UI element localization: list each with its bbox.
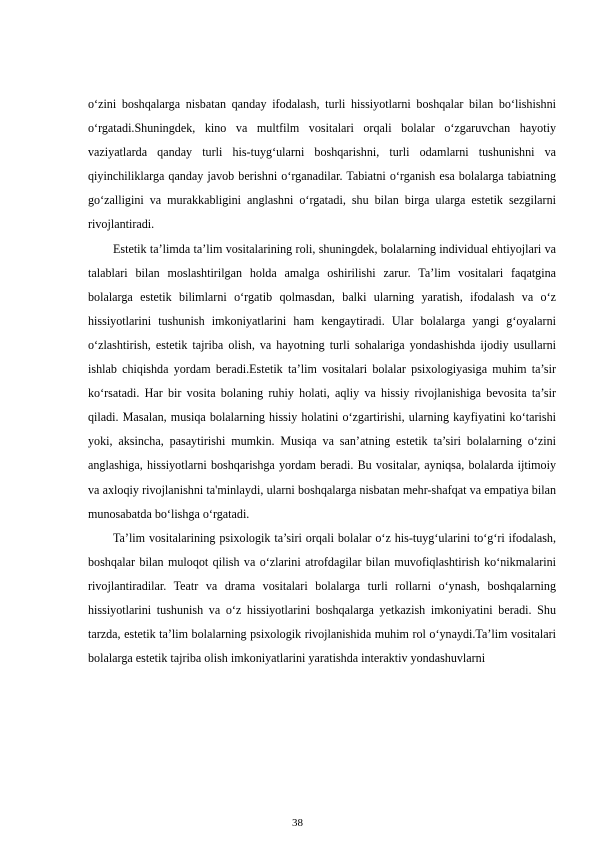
page-number: 38 bbox=[292, 817, 303, 829]
paragraph-1: o‘zini boshqalarga nisbatan qanday ifodalash, turli hissiyotlarni boshqalar bilan bo‘lishishni o‘rgatadi.Shuningdek, kino va multfilm vositalari orqali bolalar o‘zgaruvchan hayotiy vaziyatlarda qanday turli his-tuyg‘ularni boshqarishni, turli odamlarni tushunishni va qiyinchiliklarga qanday javob berishni o‘rganadilar. Tabiatni o‘rganish esa bolalarga tabiatning go‘zalligini va murakkabligini anglashni o‘rgatadi, shu bilan birga ularga estetik sezgilarni rivojlantiradi. bbox=[88, 97, 556, 232]
paragraph-3: Ta’lim vositalarining psixologik ta’siri orqali bolalar o‘z his-tuyg‘ularini to‘g‘ri ifodalash, boshqalar bilan muloqot qilish va o‘zlarini atrofdagilar bilan muvofiqlashtirish ko‘nikmalarini rivojlantiradilar. Teatr va drama vositalari bolalarga turli rollarni o‘ynash, boshqalarning hissiyotlarini tushunish va o‘z hissiyotlarini boshqalarga yetkazish imkoniyatini beradi. Shu tarzda, estetik ta’lim bolalarning psixologik rivojlanishida muhim rol o‘ynaydi.Ta’lim vositalari bolalarga estetik tajriba olish imkoniyatlarini yaratishda interaktiv yondashuvlarni bbox=[88, 530, 556, 666]
paragraph-2: Estetik ta’limda ta’lim vositalarining roli, shuningdek, bolalarning individual ehtiyojlari va talablari bilan moslashtirilgan holda amalga oshirilishi zarur. Ta’lim vositalari faqatgina bolalarga estetik bilimlarni o‘rgatib qolmasdan, balki ularning yaratish, ifodalash va o‘z hissiyotlarini tushunish imkoniyatlarini ham kengaytiradi. Ular bolalarga yangi g‘oyalarni o‘zlashtirish, estetik tajriba olish, va hayotning turli sohalariga yondashishda ijodiy usullarni ishlab chiqishda yordam beradi.Estetik ta’lim vositalari bolalar psixologiyasiga muhim ta’sir ko‘rsatadi. Har bir vosita bolaning ruhiy holati, aqliy va hissiy rivojlanishiga bevosita ta’sir qiladi. Masalan, musiqa bolalarning hissiy holatini o‘zgartirishi, ularning kayfiyatini ko‘tarishi yoki, aksincha, pasaytirishi mumkin. Musiqa va san’atning estetik ta’siri bolalarning o‘zini anglashiga, hissiyotlarni boshqarishga yordam beradi. Bu vositalar, ayniqsa, bolalarda ijtimoiy va axloqiy rivojlanishni ta'minlaydi, ularni boshqalarga nisbatan mehr-shafqat va empatiya bilan munosabatda bo‘lishga o‘rgatadi. bbox=[88, 241, 556, 521]
document-body bbox=[88, 92, 556, 670]
